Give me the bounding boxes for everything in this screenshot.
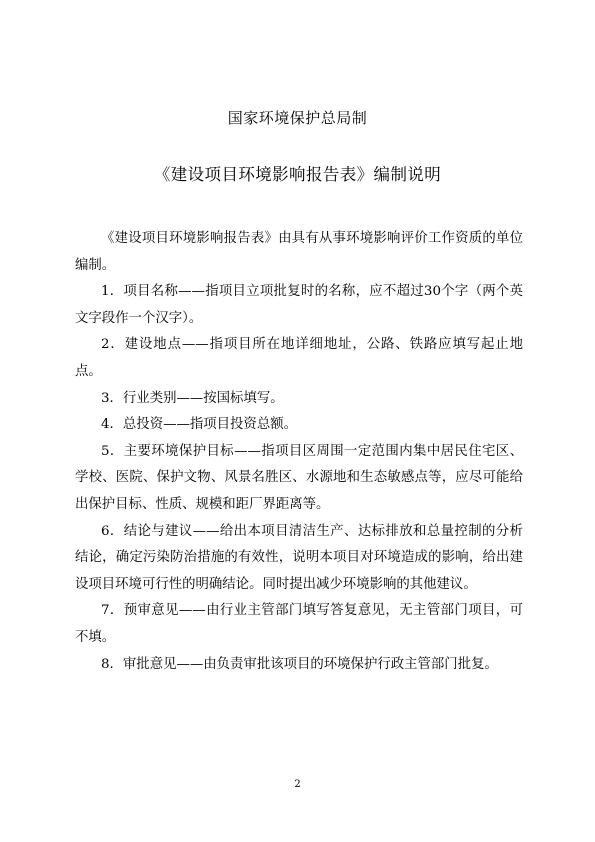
item-project-name: 1．项目名称——指项目立项批复时的名称，应不超过30个字（两个英文字段作一个汉字）。	[75, 284, 523, 326]
item-approval-opinion: 8．审批意见——由负责审批该项目的环境保护行政主管部门批复。	[101, 656, 498, 672]
item-pre-review-opinion: 7．预审意见——由行业主管部门填写答复意见，无主管部门项目，可不填。	[75, 603, 523, 645]
document-title: 《建设项目环境影响报告表》编制说明	[153, 165, 442, 184]
item-total-investment: 4．总投资——指项目投资总额。	[101, 417, 297, 433]
page-number: 2	[294, 779, 301, 790]
item-industry-category: 3．行业类别——按国标填写。	[101, 390, 284, 406]
issuer-line: 国家环境保护总局制	[227, 109, 368, 127]
item-conclusions: 6．结论与建议——给出本项目清洁生产、达标排放和总量控制的分析结论，确定污染防治措施的有效性，说明本项目对环境造成的影响，给出建设项目环境可行性的明确结论。同时提出减少环境影响的其他建议。	[75, 523, 523, 592]
item-protection-targets: 5．主要环境保护目标——指项目区周围一定范围内集中居民住宅区、学校、医院、保护文物、风景名胜区、水源地和生态敏感点等，应尽可能给出保护目标、性质、规模和距厂界距离等。	[75, 443, 523, 512]
intro-paragraph: 《建设项目环境影响报告表》由具有从事环境影响评价工作资质的单位编制。	[75, 231, 523, 273]
item-construction-site: 2．建设地点——指项目所在地详细地址，公路、铁路应填写起止地点。	[75, 337, 523, 379]
document-body	[75, 226, 523, 678]
